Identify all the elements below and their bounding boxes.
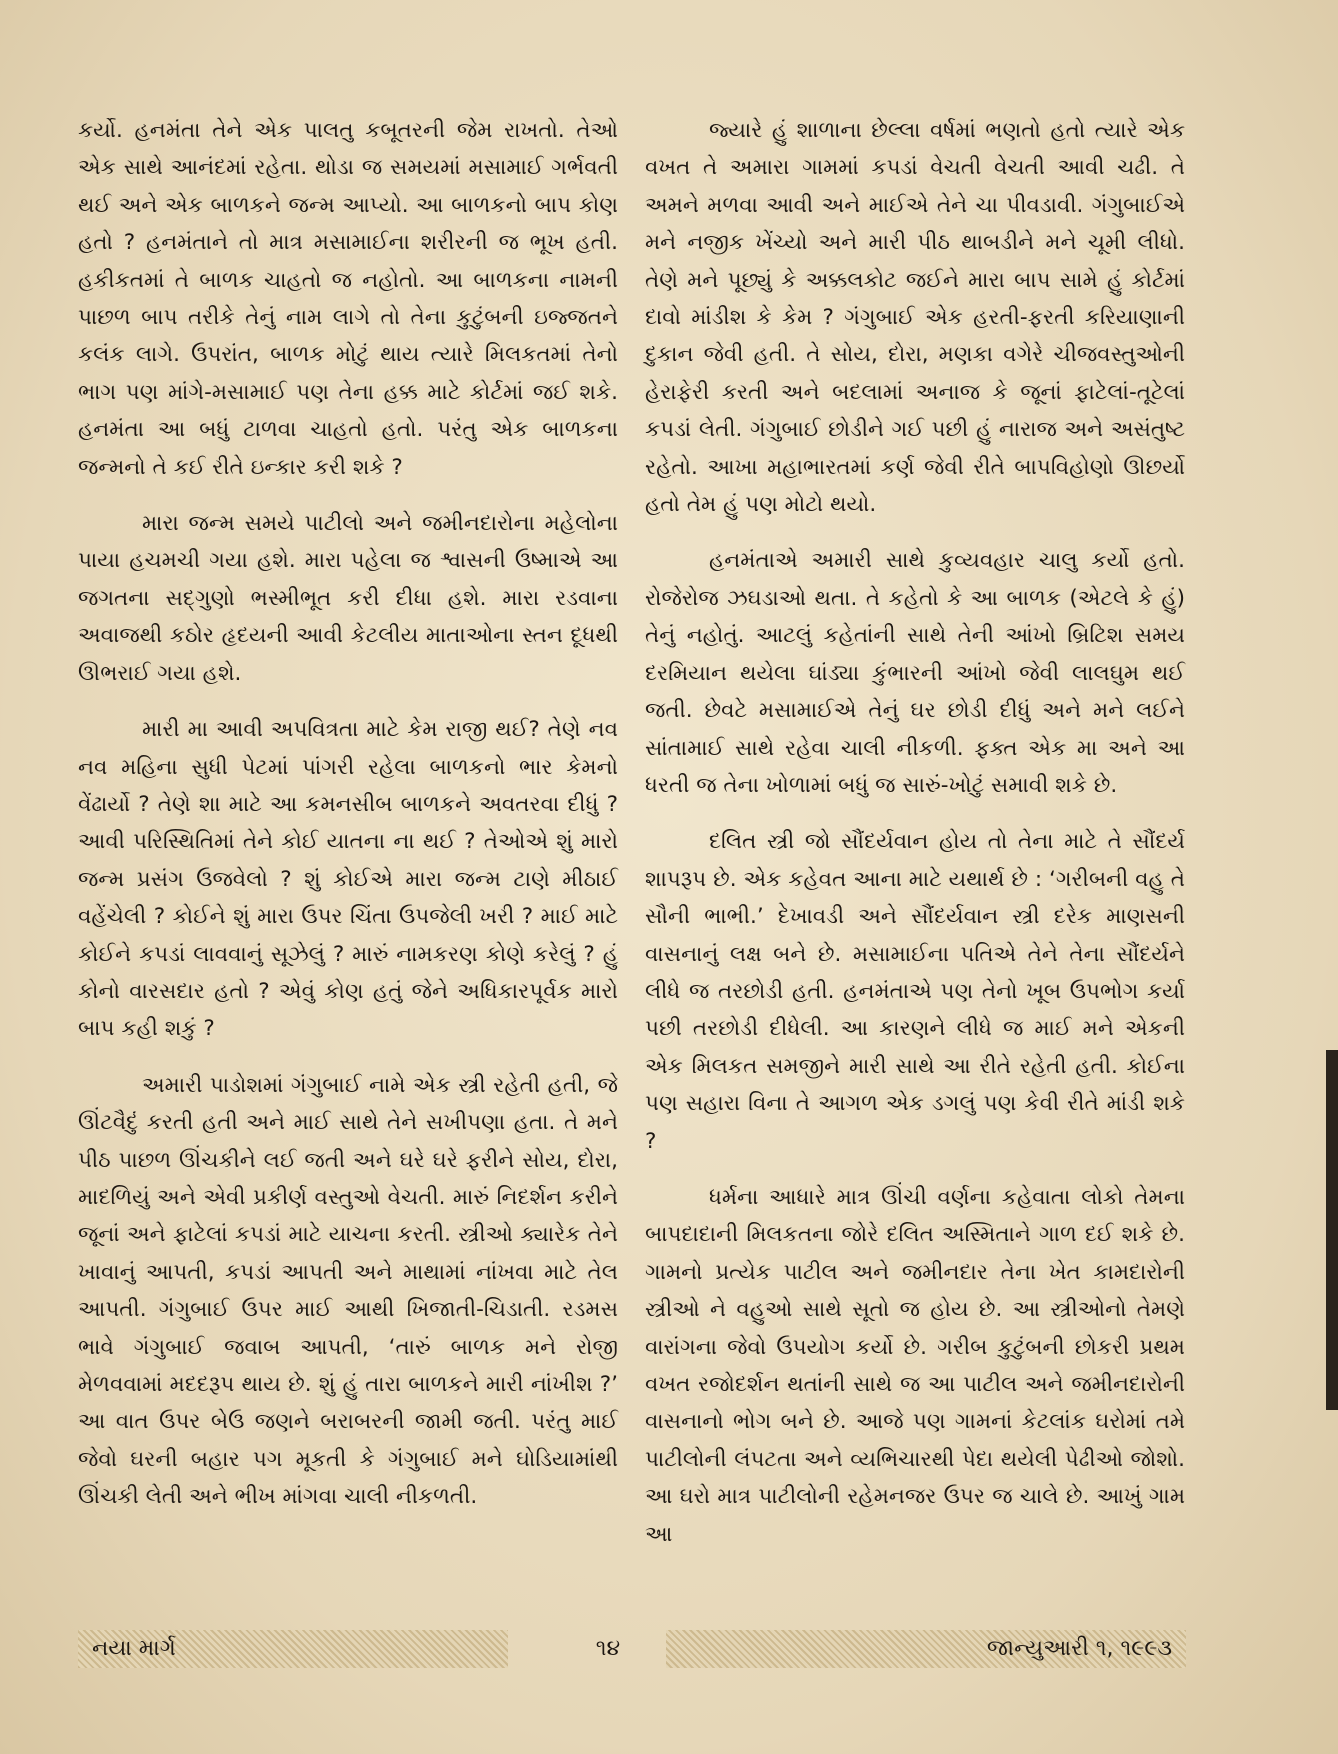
paragraph: દલિત સ્ત્રી જો સૌંદર્યવાન હોય તો તેના માટે તે સૌંદર્ય શાપરૂપ છે. એક કહેવત આના માટે યથાર્થ છે : ‘ગરીબની વહુ તે સૌની ભાભી.’ દેખાવડી અને સૌંદર્યવાન સ્ત્રી દરેક માણસની વાસનાનું લક્ષ બને છે. મસામાઈના પતિએ તેને તેના સૌંદર્યને લીધે જ તરછોડી હતી. હનમંતાએ પણ તેનો ખૂબ ઉપભોગ કર્યા પછી તરછોડી દીધેલી. આ કારણને લીધે જ માઈ મને એકની એક મિલકત સમજીને મારી સાથે આ રીતે રહેતી હતી. કોઈના પણ સહારા વિના તે આગળ એક ડગલું પણ કેવી રીતે માંડી શકે ? (645, 829, 1185, 1154)
paragraph: હનમંતાએ અમારી સાથે કુવ્યવહાર ચાલુ કર્યો હતો. રોજેરોજ ઝઘડાઓ થતા. તે કહેતો કે આ બાળક (એટલે કે હું) તેનું નહોતું. આટલું કહેતાંની સાથે તેની આંખો બ્રિટિશ સમય દરમિયાન થયેલા ઘાંડ્યા કુંભારની આંખો જેવી લાલઘુમ થઈ જતી. છેવટે મસામાઈએ તેનું ઘર છોડી દીધું અને મને લઈને સાંતામાઈ સાથે રહેવા ચાલી નીકળી. ફક્ત એક મા અને આ ધરતી જ તેના ખોળામાં બધું જ સારું-ખોટું સમાવી શકે છે. (645, 548, 1185, 798)
page-number: ૧૪ (595, 1636, 621, 1661)
scan-edge-shadow (1326, 1050, 1338, 1410)
paragraph: અમારી પાડોશમાં ગંગુબાઈ નામે એક સ્ત્રી રહેતી હતી, જે ઊંટવૈદું કરતી હતી અને માઈ સાથે તેને સખીપણા હતા. તે મને પીઠ પાછળ ઊંચકીને લઈ જતી અને ઘરે ઘરે ફરીને સોય, દોરા, માદળિયું અને એવી પ્રકીર્ણ વસ્તુઓ વેચતી. મારું નિદર્શન કરીને જૂનાં અને ફાટેલાં કપડાં માટે યાચના કરતી. સ્ત્રીઓ ક્યારેક તેને ખાવાનું આપતી, કપડાં આપતી અને માથામાં નાંખવા માટે તેલ આપતી. ગંગુબાઈ ઉપર માઈ આથી ખિજાતી-ચિડાતી. રડમસ ભાવે ગંગુબાઈ જવાબ આપતી, ‘તારું બાળક મને રોજી મેળવવામાં મદદરૂપ થાય છે. શું હું તારા બાળકને મારી નાંખીશ ?’ આ વાત ઉપર બેઉ જણને બરાબરની જામી જતી. પરંતુ માઈ જેવો ઘરની બહાર પગ મૂકતી કે ગંગુબાઈ મને ઘોડિયામાંથી ઊંચકી લેતી અને ભીખ માંગવા ચાલી નીકળતી. (78, 1072, 618, 1510)
paragraph: કર્યો. હનમંતા તેને એક પાલતુ કબૂતરની જેમ રાખતો. તેઓ એક સાથે આનંદમાં રહેતા. થોડા જ સમયમાં મસામાઈ ગર્ભવતી થઈ અને એક બાળકને જન્મ આપ્યો. આ બાળકનો બાપ કોણ હતો ? હનમંતાને તો માત્ર મસામાઈના શરીરની જ ભૂખ હતી. હકીકતમાં તે બાળક ચાહતો જ નહોતો. આ બાળકના નામની પાછળ બાપ તરીકે તેનું નામ લાગે તો તેના કુટુંબની ઇજ્જતને કલંક લાગે. ઉપરાંત, બાળક મોટું થાય ત્યારે મિલકતમાં તેનો ભાગ પણ માંગે-મસામાઈ પણ તેના હક્ક માટે કોર્ટમાં જઈ શકે. હનમંતા આ બધું ટાળવા ચાહતો હતો. પરંતુ એક બાળકના જન્મનો તે કઈ રીતે ઇન્કાર કરી શકે ? (78, 118, 618, 480)
paragraph: જ્યારે હું શાળાના છેલ્લા વર્ષમાં ભણતો હતો ત્યારે એક વખત તે અમારા ગામમાં કપડાં વેચતી વેચતી આવી ચઢી. તે અમને મળવા આવી અને માઈએ તેને ચા પીવડાવી. ગંગુબાઈએ મને નજીક ખેંચ્યો અને મારી પીઠ થાબડીને મને ચૂમી લીધો. તેણે મને પૂછ્યું કે અક્કલકોટ જઈને મારા બાપ સામે હું કોર્ટમાં દાવો માંડીશ કે કેમ ? ગંગુબાઈ એક હરતી-ફરતી કરિયાણાની દુકાન જેવી હતી. તે સોય, દોરા, મણકા વગેરે ચીજવસ્તુઓની હેરાફેરી કરતી અને બદલામાં અનાજ કે જૂનાં ફાટેલાં-તૂટેલાં કપડાં લેતી. ગંગુબાઈ છોડીને ગઈ પછી હું નારાજ અને અસંતુષ્ટ રહેતો. આખા મહાભારતમાં કર્ણ જેવી રીતે બાપવિહોણો ઊછર્યો હતો તેમ હું પણ મોટો થયો. (645, 118, 1185, 518)
paragraph: ધર્મના આધારે માત્ર ઊંચી વર્ણના કહેવાતા લોકો તેમના બાપદાદાની મિલકતના જોરે દલિત અસ્મિતાને ગાળ દઈ શકે છે. ગામનો પ્રત્યેક પાટીલ અને જમીનદાર તેના ખેત કામદારોની સ્ત્રીઓ ને વહુઓ સાથે સૂતો જ હોય છે. આ સ્ત્રીઓનો તેમણે વારાંગના જેવો ઉપયોગ કર્યો છે. ગરીબ કુટુંબની છોકરી પ્રથમ વખત રજોદર્શન થતાંની સાથે જ આ પાટીલ અને જમીનદારોની વાસનાનો ભોગ બને છે. આજે પણ ગામનાં કેટલાંક ઘરોમાં તમે પાટીલોની લંપટતા અને વ્યભિચારથી પેદા થયેલી પેઢીઓ જોશો. આ ઘરો માત્ર પાટીલોની રહેમનજર ઉપર જ ચાલે છે. આખું ગામ આ (645, 1184, 1185, 1547)
paragraph: મારી મા આવી અપવિત્રતા માટે કેમ રાજી થઈ? તેણે નવ નવ મહિના સુધી પેટમાં પાંગરી રહેલા બાળકનો ભાર કેમનો વેંઢાર્યો ? તેણે શા માટે આ કમનસીબ બાળકને અવતરવા દીધું ? આવી પરિસ્થિતિમાં તેને કોઈ યાતના ના થઈ ? તેઓએ શું મારો જન્મ પ્રસંગ ઉજવેલો ? શું કોઈએ મારા જન્મ ટાણે મીઠાઈ વહેંચેલી ? કોઈને શું મારા ઉપર ચિંતા ઉપજેલી ખરી ? માઈ માટે કોઈને કપડાં લાવવાનું સૂઝેલું ? મારું નામકરણ કોણે કરેલું ? હું કોનો વારસદાર હતો ? એવું કોણ હતું જેને અધિકારપૂર્વક મારો બાપ કહી શકું ? (78, 717, 618, 1042)
issue-date: જાન્યુઆરી ૧, ૧૯૯૩ (666, 1630, 1186, 1668)
left-column (78, 112, 618, 1535)
paragraph: મારા જન્મ સમયે પાટીલો અને જમીનદારોના મહેલોના પાયા હચમચી ગયા હશે. મારા પહેલા જ શ્વાસની ઉષ્માએ આ જગતના સદ્ગુણો ભસ્મીભૂત કરી દીધા હશે. મારા રડવાના અવાજથી કઠોર હૃદયની આવી કેટલીય માતાઓના સ્તન દૂધથી ઊભરાઈ ગયા હશે. (78, 511, 618, 686)
page-footer (78, 1630, 1186, 1668)
publication-name: નયા માર્ગ (78, 1630, 508, 1668)
right-column (645, 112, 1185, 1572)
